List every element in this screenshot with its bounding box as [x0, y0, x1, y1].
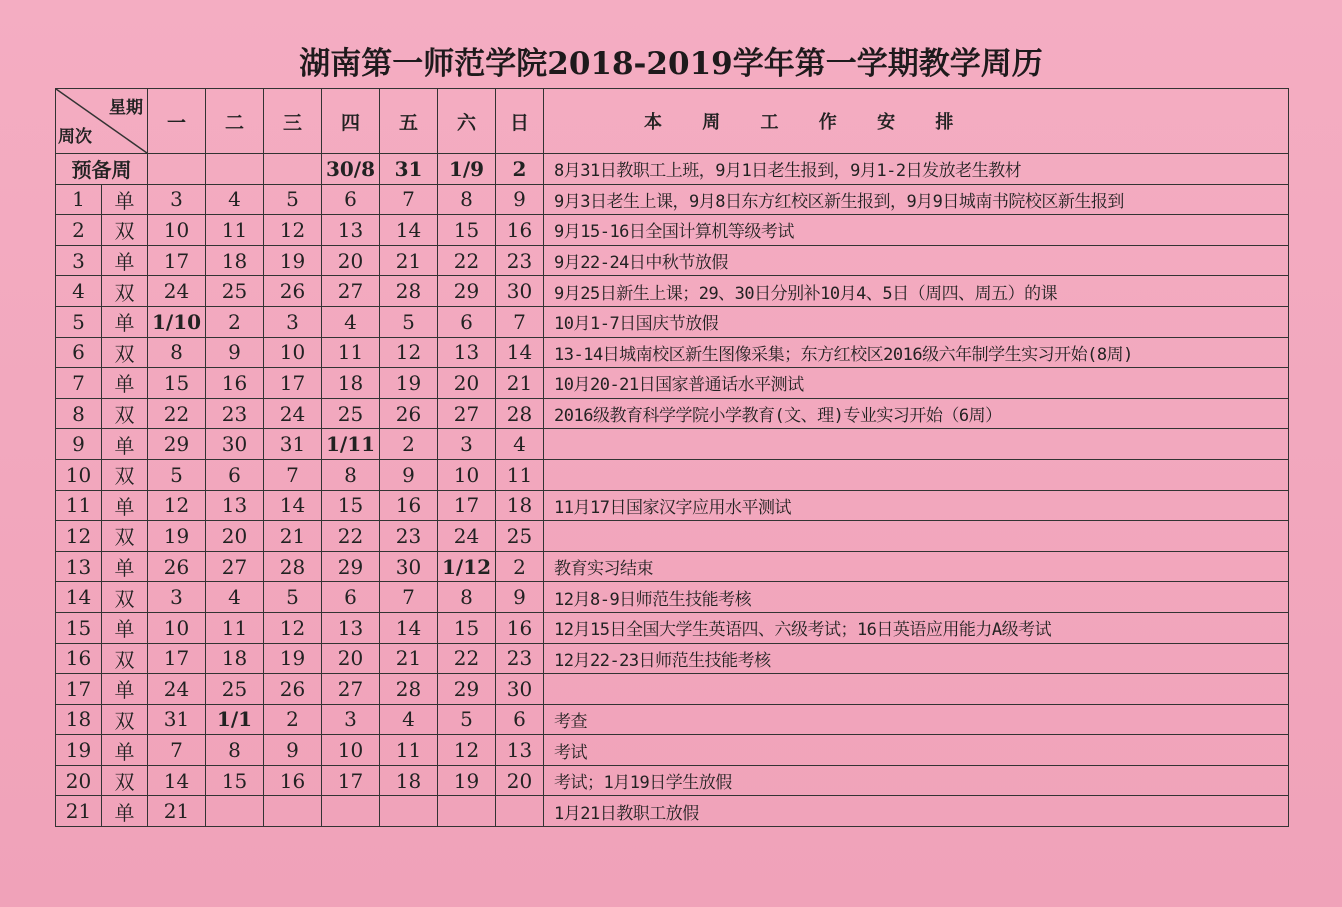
prep-day-cell: 30/8	[322, 154, 380, 185]
day-cell	[380, 796, 438, 827]
week-parity: 单	[102, 674, 148, 705]
day-cell: 28	[380, 674, 438, 705]
day-cell: 13	[206, 490, 264, 521]
day-cell: 16	[264, 765, 322, 796]
day-cell: 27	[322, 674, 380, 705]
day-cell: 21	[264, 521, 322, 552]
week-note: 13-14日城南校区新生图像采集；东方红校区2016级六年制学生实习开始(8周)	[544, 337, 1289, 368]
week-row	[56, 765, 1289, 796]
day-cell: 8	[438, 582, 496, 613]
week-parity: 单	[102, 490, 148, 521]
day-cell: 11	[496, 459, 544, 490]
week-number: 11	[56, 490, 102, 521]
day-cell: 31	[264, 429, 322, 460]
day-cell: 18	[206, 245, 264, 276]
week-row	[56, 551, 1289, 582]
day-cell: 3	[322, 704, 380, 735]
day-cell: 5	[380, 306, 438, 337]
day-cell: 21	[496, 368, 544, 399]
week-row	[56, 337, 1289, 368]
day-cell: 25	[206, 276, 264, 307]
day-cell: 4	[206, 582, 264, 613]
week-row	[56, 674, 1289, 705]
week-note	[544, 459, 1289, 490]
week-row	[56, 245, 1289, 276]
day-cell: 17	[148, 245, 206, 276]
day-cell: 14	[264, 490, 322, 521]
day-cell: 8	[438, 184, 496, 215]
week-number: 12	[56, 521, 102, 552]
header-day-tue: 二	[206, 89, 264, 154]
day-cell: 2	[206, 306, 264, 337]
day-cell: 3	[264, 306, 322, 337]
day-cell: 25	[206, 674, 264, 705]
prep-day-cell	[148, 154, 206, 185]
day-cell: 10	[148, 612, 206, 643]
week-number: 7	[56, 368, 102, 399]
week-parity: 双	[102, 643, 148, 674]
day-cell: 25	[322, 398, 380, 429]
day-cell: 8	[206, 735, 264, 766]
week-number: 5	[56, 306, 102, 337]
day-cell: 5	[438, 704, 496, 735]
day-cell: 3	[438, 429, 496, 460]
day-cell: 18	[496, 490, 544, 521]
day-cell: 4	[496, 429, 544, 460]
day-cell: 30	[496, 674, 544, 705]
week-parity: 单	[102, 429, 148, 460]
prep-day-cell: 2	[496, 154, 544, 185]
day-cell: 13	[496, 735, 544, 766]
week-row	[56, 490, 1289, 521]
week-parity: 单	[102, 245, 148, 276]
week-note: 9月3日老生上课，9月8日东方红校区新生报到，9月9日城南书院校区新生报到	[544, 184, 1289, 215]
day-cell: 23	[380, 521, 438, 552]
day-cell: 21	[380, 643, 438, 674]
header-day-mon: 一	[148, 89, 206, 154]
day-cell: 20	[206, 521, 264, 552]
day-cell: 26	[148, 551, 206, 582]
prep-week-note: 8月31日教职工上班，9月1日老生报到，9月1-2日发放老生教材	[544, 154, 1289, 185]
day-cell: 29	[438, 674, 496, 705]
day-cell: 5	[264, 582, 322, 613]
week-note: 10月20-21日国家普通话水平测试	[544, 368, 1289, 399]
week-row	[56, 796, 1289, 827]
day-cell: 10	[264, 337, 322, 368]
prep-day-cell: 1/9	[438, 154, 496, 185]
week-number: 10	[56, 459, 102, 490]
week-row	[56, 643, 1289, 674]
week-note: 12月15日全国大学生英语四、六级考试；16日英语应用能力A级考试	[544, 612, 1289, 643]
week-number: 21	[56, 796, 102, 827]
week-parity: 双	[102, 582, 148, 613]
day-cell: 22	[148, 398, 206, 429]
header-corner-cell	[56, 89, 148, 154]
day-cell: 15	[438, 612, 496, 643]
week-number: 2	[56, 215, 102, 246]
prep-week-row	[56, 154, 1289, 185]
day-cell: 12	[264, 215, 322, 246]
day-cell: 6	[322, 184, 380, 215]
day-cell: 14	[148, 765, 206, 796]
day-cell	[438, 796, 496, 827]
day-cell: 3	[148, 184, 206, 215]
day-cell: 20	[438, 368, 496, 399]
day-cell: 24	[148, 276, 206, 307]
day-cell: 7	[380, 184, 438, 215]
day-cell: 29	[148, 429, 206, 460]
week-parity: 双	[102, 459, 148, 490]
day-cell: 11	[206, 612, 264, 643]
day-cell: 20	[322, 643, 380, 674]
day-cell: 30	[206, 429, 264, 460]
day-cell: 2	[496, 551, 544, 582]
week-number: 9	[56, 429, 102, 460]
week-row	[56, 429, 1289, 460]
day-cell: 30	[380, 551, 438, 582]
day-cell: 14	[496, 337, 544, 368]
header-day-wed: 三	[264, 89, 322, 154]
day-cell: 18	[206, 643, 264, 674]
day-cell: 19	[264, 245, 322, 276]
header-day-thu: 四	[322, 89, 380, 154]
day-cell: 9	[206, 337, 264, 368]
week-label: 周次	[58, 127, 92, 147]
day-cell: 24	[264, 398, 322, 429]
week-note	[544, 521, 1289, 552]
day-cell: 9	[496, 582, 544, 613]
week-row	[56, 459, 1289, 490]
day-cell: 1/10	[148, 306, 206, 337]
day-cell: 20	[496, 765, 544, 796]
header-day-fri: 五	[380, 89, 438, 154]
prep-day-cell	[264, 154, 322, 185]
day-cell: 19	[380, 368, 438, 399]
day-cell: 17	[148, 643, 206, 674]
day-cell: 10	[438, 459, 496, 490]
week-row	[56, 215, 1289, 246]
week-note: 考试	[544, 735, 1289, 766]
day-cell: 7	[264, 459, 322, 490]
day-cell: 12	[148, 490, 206, 521]
prep-week-label: 预备周	[56, 154, 148, 185]
week-note: 9月22-24日中秋节放假	[544, 245, 1289, 276]
day-cell: 7	[148, 735, 206, 766]
week-number: 4	[56, 276, 102, 307]
week-note: 10月1-7日国庆节放假	[544, 306, 1289, 337]
week-parity: 双	[102, 521, 148, 552]
day-cell: 28	[496, 398, 544, 429]
week-number: 17	[56, 674, 102, 705]
day-cell: 3	[148, 582, 206, 613]
week-parity: 单	[102, 612, 148, 643]
work-arrangement-label: 本 周 工 作 安 排	[644, 112, 971, 133]
day-cell: 6	[496, 704, 544, 735]
week-row	[56, 612, 1289, 643]
day-cell: 31	[148, 704, 206, 735]
week-parity: 双	[102, 765, 148, 796]
day-cell: 16	[496, 612, 544, 643]
day-cell: 22	[438, 245, 496, 276]
day-cell: 16	[206, 368, 264, 399]
day-cell: 8	[322, 459, 380, 490]
day-cell: 22	[322, 521, 380, 552]
day-cell: 27	[322, 276, 380, 307]
week-note: 9月15-16日全国计算机等级考试	[544, 215, 1289, 246]
day-cell: 12	[438, 735, 496, 766]
day-cell: 27	[206, 551, 264, 582]
day-cell: 17	[438, 490, 496, 521]
week-row	[56, 276, 1289, 307]
week-row	[56, 704, 1289, 735]
day-cell: 14	[380, 612, 438, 643]
day-cell: 19	[264, 643, 322, 674]
table-body	[56, 89, 1289, 827]
week-number: 14	[56, 582, 102, 613]
day-cell: 4	[206, 184, 264, 215]
day-cell: 5	[148, 459, 206, 490]
week-row	[56, 521, 1289, 552]
day-cell: 7	[496, 306, 544, 337]
week-parity: 双	[102, 276, 148, 307]
page-title: 湖南第一师范学院2018-2019学年第一学期教学周历	[299, 46, 1043, 82]
day-cell: 15	[322, 490, 380, 521]
day-cell	[264, 796, 322, 827]
day-cell: 29	[438, 276, 496, 307]
week-note	[544, 674, 1289, 705]
day-cell: 24	[148, 674, 206, 705]
day-cell: 14	[380, 215, 438, 246]
header-work-arrangement	[544, 89, 1289, 154]
day-cell: 12	[380, 337, 438, 368]
day-cell: 4	[380, 704, 438, 735]
week-number: 1	[56, 184, 102, 215]
day-cell: 23	[496, 643, 544, 674]
day-cell: 11	[322, 337, 380, 368]
week-note	[544, 429, 1289, 460]
day-cell: 27	[438, 398, 496, 429]
day-cell: 17	[322, 765, 380, 796]
day-cell: 1/12	[438, 551, 496, 582]
day-cell: 15	[438, 215, 496, 246]
week-number: 13	[56, 551, 102, 582]
day-cell: 1/1	[206, 704, 264, 735]
day-cell	[496, 796, 544, 827]
week-note: 12月22-23日师范生技能考核	[544, 643, 1289, 674]
day-cell: 13	[322, 215, 380, 246]
week-number: 16	[56, 643, 102, 674]
day-cell: 8	[148, 337, 206, 368]
day-cell: 25	[496, 521, 544, 552]
week-row	[56, 368, 1289, 399]
day-cell: 15	[148, 368, 206, 399]
day-cell	[322, 796, 380, 827]
day-cell: 13	[322, 612, 380, 643]
week-number: 3	[56, 245, 102, 276]
day-cell: 20	[322, 245, 380, 276]
day-cell: 21	[380, 245, 438, 276]
day-cell: 26	[264, 674, 322, 705]
day-cell: 9	[496, 184, 544, 215]
week-note: 11月17日国家汉字应用水平测试	[544, 490, 1289, 521]
day-cell: 29	[322, 551, 380, 582]
day-cell: 28	[264, 551, 322, 582]
weekday-label: 星期	[109, 98, 143, 118]
day-cell: 26	[264, 276, 322, 307]
day-cell: 12	[264, 612, 322, 643]
day-cell: 4	[322, 306, 380, 337]
day-cell: 28	[380, 276, 438, 307]
day-cell: 16	[380, 490, 438, 521]
day-cell: 17	[264, 368, 322, 399]
week-parity: 单	[102, 551, 148, 582]
day-cell: 10	[148, 215, 206, 246]
day-cell: 30	[496, 276, 544, 307]
week-parity: 双	[102, 337, 148, 368]
day-cell	[206, 796, 264, 827]
week-note: 9月25日新生上课；29、30日分别补10月4、5日（周四、周五）的课	[544, 276, 1289, 307]
teaching-calendar-table	[55, 88, 1289, 827]
day-cell: 1/11	[322, 429, 380, 460]
day-cell: 5	[264, 184, 322, 215]
week-note: 1月21日教职工放假	[544, 796, 1289, 827]
week-row	[56, 398, 1289, 429]
day-cell: 9	[264, 735, 322, 766]
day-cell: 15	[206, 765, 264, 796]
week-parity: 单	[102, 306, 148, 337]
week-number: 6	[56, 337, 102, 368]
week-row	[56, 735, 1289, 766]
day-cell: 16	[496, 215, 544, 246]
week-note: 考试；1月19日学生放假	[544, 765, 1289, 796]
week-parity: 双	[102, 704, 148, 735]
week-row	[56, 184, 1289, 215]
day-cell: 10	[322, 735, 380, 766]
header-day-sun: 日	[496, 89, 544, 154]
day-cell: 6	[438, 306, 496, 337]
week-note: 考查	[544, 704, 1289, 735]
week-parity: 单	[102, 796, 148, 827]
header-day-sat: 六	[438, 89, 496, 154]
week-parity: 单	[102, 735, 148, 766]
week-number: 18	[56, 704, 102, 735]
day-cell: 9	[380, 459, 438, 490]
week-number: 8	[56, 398, 102, 429]
day-cell: 22	[438, 643, 496, 674]
header-row	[56, 89, 1289, 154]
day-cell: 2	[380, 429, 438, 460]
week-note: 12月8-9日师范生技能考核	[544, 582, 1289, 613]
day-cell: 6	[322, 582, 380, 613]
week-number: 20	[56, 765, 102, 796]
week-number: 19	[56, 735, 102, 766]
week-parity: 单	[102, 368, 148, 399]
week-row	[56, 306, 1289, 337]
day-cell: 19	[148, 521, 206, 552]
day-cell: 11	[380, 735, 438, 766]
day-cell: 11	[206, 215, 264, 246]
week-note: 2016级教育科学学院小学教育(文、理)专业实习开始（6周）	[544, 398, 1289, 429]
week-parity: 双	[102, 215, 148, 246]
week-number: 15	[56, 612, 102, 643]
week-parity: 单	[102, 184, 148, 215]
day-cell: 7	[380, 582, 438, 613]
day-cell: 21	[148, 796, 206, 827]
day-cell: 2	[264, 704, 322, 735]
day-cell: 13	[438, 337, 496, 368]
week-parity: 双	[102, 398, 148, 429]
prep-day-cell	[206, 154, 264, 185]
day-cell: 24	[438, 521, 496, 552]
day-cell: 23	[206, 398, 264, 429]
day-cell: 18	[380, 765, 438, 796]
day-cell: 18	[322, 368, 380, 399]
prep-day-cell: 31	[380, 154, 438, 185]
day-cell: 19	[438, 765, 496, 796]
day-cell: 23	[496, 245, 544, 276]
day-cell: 6	[206, 459, 264, 490]
week-row	[56, 582, 1289, 613]
week-note: 教育实习结束	[544, 551, 1289, 582]
day-cell: 26	[380, 398, 438, 429]
